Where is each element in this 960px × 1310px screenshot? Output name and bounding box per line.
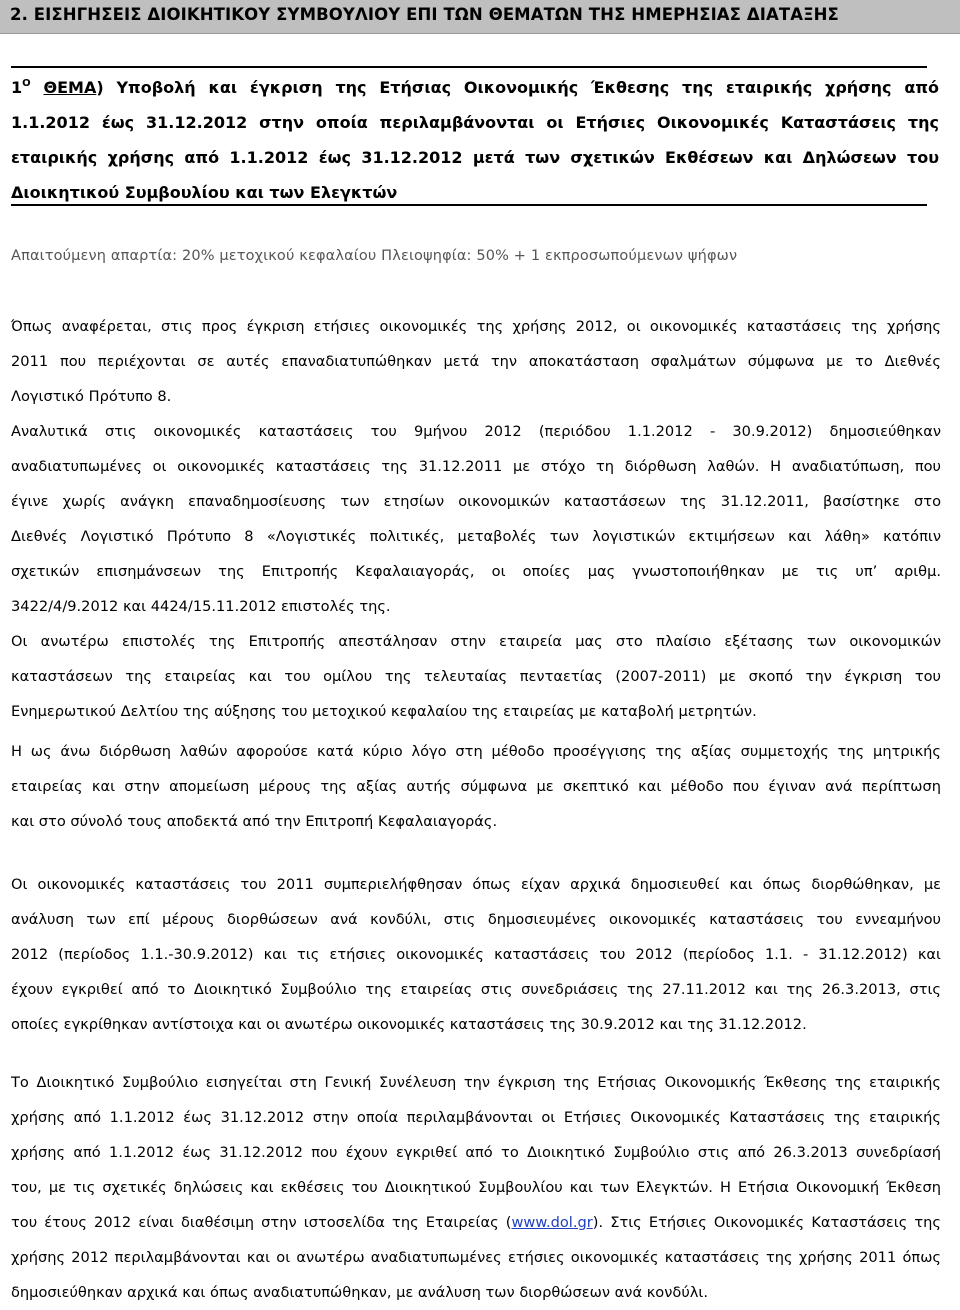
- paragraph-2011-statements: [11, 867, 941, 1042]
- link-line-after: ). Στις Ετήσιες Οικονομικές Καταστάσεις της: [592, 1214, 941, 1231]
- topic-line-1: [11, 70, 939, 105]
- paragraph-line: του, με τις σχετικές δηλώσεις και εκθέσεις του Διοικητικού Συμβουλίου και των Ελεγκτών. Η Ετήσια Οικονομική Έκθεση: [11, 1179, 941, 1196]
- paragraph-line: δημοσιεύθηκαν αρχικά και όπως αναδιατυπώθηκαν, με ανάλυση των διορθώσεων ανά κονδύλι.: [11, 1284, 708, 1301]
- paragraph-line: Όπως αναφέρεται, στις προς έγκριση ετήσιες οικονομικές της χρήσης 2012, οι οικονομικές καταστάσεις της χρήσης: [11, 318, 941, 335]
- paragraph-line: χρήσης 2012 περιλαμβάνονται και οι ανωτέρω αναδιατυπωμένες ετήσιες οικονομικές καταστάσεις της χρήσης 2011 όπως: [11, 1249, 941, 1266]
- paragraph-line: Οι οικονομικές καταστάσεις του 2011 συμπεριελήφθησαν όπως είχαν αρχικά δημοσιευθεί και όπως διορθώθηκαν, με: [11, 876, 941, 893]
- paragraph-line: Οι ανωτέρω επιστολές της Επιτροπής απεστάλησαν στην εταιρεία μας στο πλαίσιο εξέτασης των οικονομικών: [11, 633, 941, 650]
- topic-bottom-rule: [11, 204, 927, 206]
- paragraph-line-with-link: [11, 1205, 941, 1240]
- section-title: 2. ΕΙΣΗΓΗΣΕΙΣ ΔΙΟΙΚΗΤΙΚΟΥ ΣΥΜΒΟΥΛΙΟΥ ΕΠΙ ΤΩΝ ΘΕΜΑΤΩΝ ΤΗΣ ΗΜΕΡΗΣΙΑΣ ΔΙΑΤΑΞΗΣ: [10, 5, 839, 24]
- topic-top-rule: [11, 66, 927, 68]
- paragraph-line: 2011 που περιέχονται σε αυτές επαναδιατυπώθηκαν μετά την αποκατάσταση σφαλμάτων σύμφωνα με το Διεθνές: [11, 353, 941, 370]
- paragraph-line: και στο σύνολό τους αποδεκτά από την Επιτροπή Κεφαλαιαγοράς.: [11, 813, 498, 830]
- paragraph-board-recommendation: [11, 1065, 941, 1310]
- paragraph-line: αναδιατυπωμένες οι οικονομικές καταστάσεις της 31.12.2011 με στόχο τη διόρθωση λαθών. Η αναδιατύπωση, που: [11, 458, 941, 475]
- topic-line-4: Διοικητικού Συμβουλίου και των Ελεγκτών: [11, 183, 398, 202]
- paragraph-line: Λογιστικό Πρότυπο 8.: [11, 388, 172, 405]
- paragraph-line: έχουν εγκριθεί από το Διοικητικό Συμβούλιο της εταιρείας στις συνεδριάσεις της 27.11.2012 και της 26.3.2013, στις: [11, 981, 941, 998]
- paragraph-line: έγινε χωρίς ανάγκη επαναδημοσίευσης των ετησίων οικονομικών καταστάσεων της 31.12.2011, βασίστηκε στο: [11, 493, 941, 510]
- agenda-topic-heading: [11, 70, 939, 210]
- section-header-banner: [0, 0, 960, 34]
- paragraph-line: οποίες εγκρίθηκαν αντίστοιχα και οι ανωτέρω οικονομικές καταστάσεις της 30.9.2012 και της 31.12.2012.: [11, 1016, 807, 1033]
- paragraph-line: χρήσης από 1.1.2012 έως 31.12.2012 στην οποία περιλαμβάνονται οι Ετήσιες Οικονομικές Καταστάσεις της εταιρικής: [11, 1109, 941, 1126]
- paragraph-line: σχετικών επισημάνσεων της Επιτροπής Κεφαλαιαγοράς, οι οποίες μας γνωστοποιήθηκαν με τις υπ’ αριθμ.: [11, 563, 941, 580]
- paragraph-line: καταστάσεων της εταιρείας και του ομίλου της τελευταίας πενταετίας (2007-2011) με σκοπό την έγκριση του: [11, 668, 941, 685]
- paragraph-line: Αναλυτικά στις οικονομικές καταστάσεις του 9μήνου 2012 (περιόδου 1.1.2012 - 30.9.2012) δημοσιεύθηκαν: [11, 423, 941, 440]
- paragraph-line: 3422/4/9.2012 και 4424/15.11.2012 επιστολές της.: [11, 598, 391, 615]
- paragraph-line: εταιρείας και στην απομείωση μέρους της αξίας αυτής σύμφωνα με σκεπτικό και μέθοδο που έγιναν ανά περίπτωση: [11, 778, 941, 795]
- quorum-majority-note: Απαιτούμενη απαρτία: 20% μετοχικού κεφαλαίου Πλειοψηφία: 50% + 1 εκπροσωπούμενων ψήφων: [11, 248, 738, 264]
- paragraph-error-correction: [11, 734, 941, 839]
- paragraph-line: 2012 (περίοδος 1.1.-30.9.2012) και τις ετήσιες οικονομικές καταστάσεις του 2012 (περίοδος 1.1. - 31.12.2012) και: [11, 946, 941, 963]
- paragraph-line: Το Διοικητικό Συμβούλιο εισηγείται στη Γενική Συνέλευση την έγκριση της Ετήσιας Οικονομικής Έκθεσης της εταιρικής: [11, 1074, 941, 1091]
- paragraph-line: Διεθνές Λογιστικό Πρότυπο 8 «Λογιστικές πολιτικές, μεταβολές των λογιστικών εκτιμήσεων και λάθη» κατόπιν: [11, 528, 941, 545]
- topic-line-3: εταιρικής χρήσης από 1.1.2012 έως 31.12.2012 μετά των σχετικών Εκθέσεων και Δηλώσεων του: [11, 148, 939, 167]
- paragraph-restatement: [11, 309, 941, 729]
- paragraph-line: Ενημερωτικού Δελτίου της αύξησης του μετοχικού κεφαλαίου της εταιρείας με καταβολή μετρητών.: [11, 703, 757, 720]
- topic-ordinal-superscript: Ο: [22, 78, 31, 89]
- paragraph-line: ανάλυση των επί μέρους διορθώσεων ανά κονδύλι, στις δημοσιευμένες οικονομικές καταστάσεις του εννεαμήνου: [11, 911, 941, 928]
- company-website-link[interactable]: www.dol.gr: [511, 1214, 593, 1231]
- topic-number: 1: [11, 78, 23, 97]
- link-line-before: του έτους 2012 είναι διαθέσιμη στην ιστοσελίδα της Εταιρείας (: [11, 1214, 512, 1231]
- paragraph-line: Η ως άνω διόρθωση λαθών αφορούσε κατά κύριο λόγο στη μέθοδο προσέγγισης της αξίας συμμετοχής της μητρικής: [11, 743, 941, 760]
- paragraph-line: χρήσης από 1.1.2012 έως 31.12.2012 που έχουν εγκριθεί από το Διοικητικό Συμβούλιο στις από 26.3.2013 συνεδρίασή: [11, 1144, 941, 1161]
- topic-line-2: 1.1.2012 έως 31.12.2012 στην οποία περιλαμβάνονται οι Ετήσιες Οικονομικές Καταστάσεις της: [11, 113, 939, 132]
- topic-line-1-text: ) Υποβολή και έγκριση της Ετήσιας Οικονομικής Έκθεσης της εταιρικής χρήσης από: [96, 78, 939, 97]
- topic-label: ΘΕΜΑ: [43, 78, 97, 97]
